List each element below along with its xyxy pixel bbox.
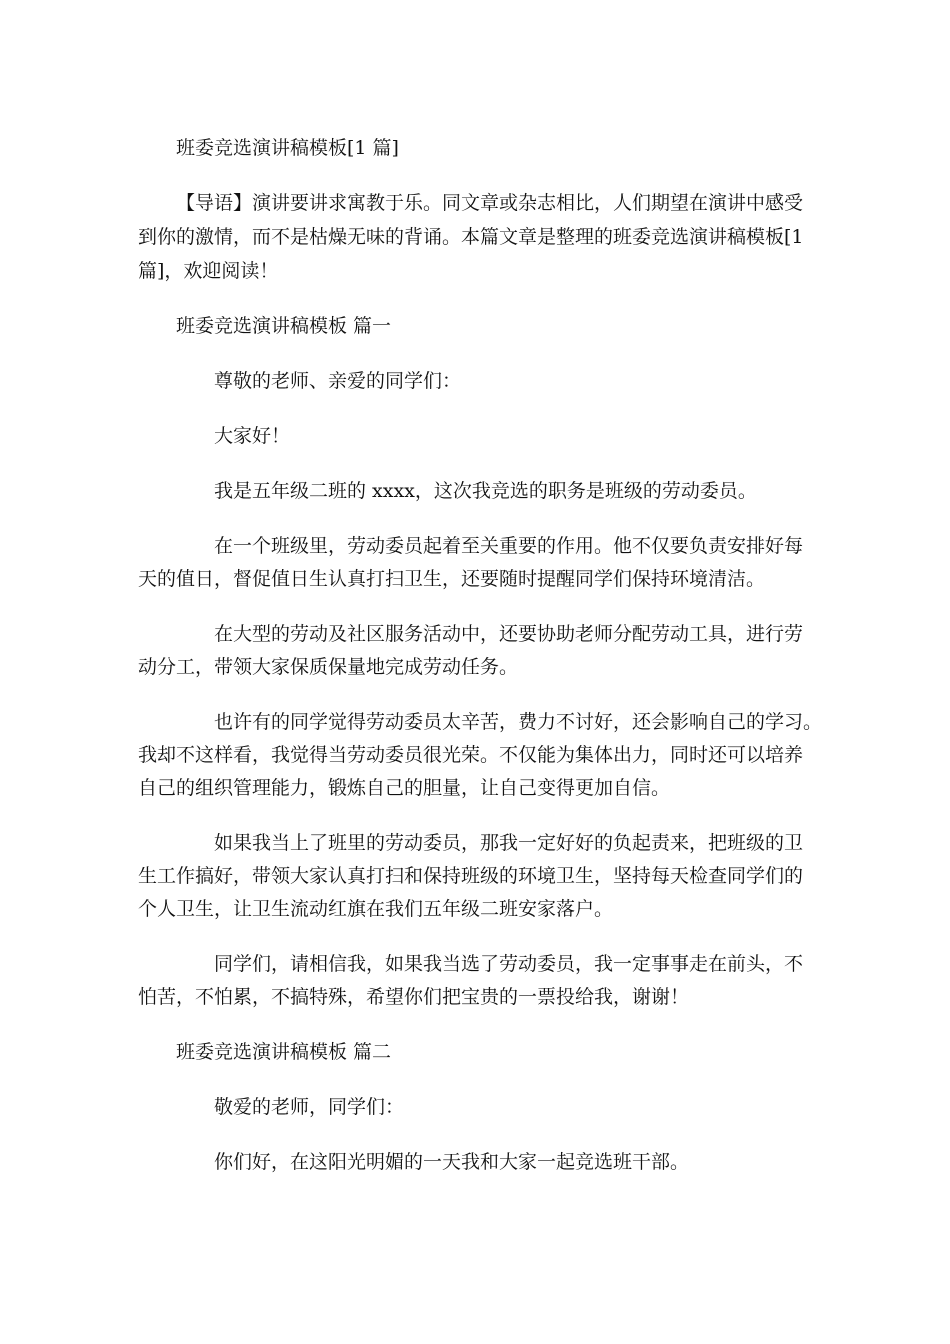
section1-paragraph-4-line-1: 也许有的同学觉得劳动委员太辛苦，费力不讨好，还会影响自己的学习。 <box>214 711 823 733</box>
intro-line-1: 【导语】演讲要讲求寓教于乐。同文章或杂志相比，人们期望在演讲中感受 <box>176 192 804 214</box>
section1-paragraph-1: 我是五年级二班的 xxxx，这次我竞选的职务是班级的劳动委员。 <box>214 480 757 502</box>
section1-paragraph-4-line-2: 我却不这样看，我觉得当劳动委员很光荣。不仅能为集体出力，同时还可以培养 <box>138 744 804 766</box>
section1-paragraph-3-line-1: 在大型的劳动及社区服务活动中，还要协助老师分配劳动工具，进行劳 <box>214 623 804 645</box>
section1-salutation: 尊敬的老师、亲爱的同学们： <box>214 370 462 392</box>
section2-heading: 班委竞选演讲稿模板 篇二 <box>176 1041 392 1063</box>
section1-paragraph-4-line-3: 自己的组织管理能力，锻炼自己的胆量，让自己变得更加自信。 <box>138 777 671 799</box>
section1-paragraph-3-line-2: 动分工，带领大家保质保量地完成劳动任务。 <box>138 656 519 678</box>
section1-paragraph-5-line-2: 生工作搞好，带领大家认真打扫和保持班级的环境卫生，坚持每天检查同学们的 <box>138 865 804 887</box>
section1-paragraph-6-line-1: 同学们，请相信我，如果我当选了劳动委员，我一定事事走在前头，不 <box>214 953 804 975</box>
section1-heading: 班委竞选演讲稿模板 篇一 <box>176 315 392 337</box>
intro-line-2: 到你的激情，而不是枯燥无味的背诵。本篇文章是整理的班委竞选演讲稿模板[1 <box>138 226 804 248</box>
section2-paragraph-1: 你们好，在这阳光明媚的一天我和大家一起竞选班干部。 <box>214 1151 690 1173</box>
intro-line-3: 篇]，欢迎阅读！ <box>138 260 279 282</box>
section1-paragraph-5-line-3: 个人卫生，让卫生流动红旗在我们五年级二班安家落户。 <box>138 898 614 920</box>
section2-salutation: 敬爱的老师，同学们： <box>214 1096 405 1118</box>
section1-greeting: 大家好！ <box>214 425 291 447</box>
section1-paragraph-2-line-1: 在一个班级里，劳动委员起着至关重要的作用。他不仅要负责安排好每 <box>214 535 804 557</box>
section1-paragraph-6-line-2: 怕苦，不怕累，不搞特殊，希望你们把宝贵的一票投给我，谢谢！ <box>138 986 690 1008</box>
section1-paragraph-5-line-1: 如果我当上了班里的劳动委员，那我一定好好的负起责来，把班级的卫 <box>214 832 804 854</box>
section1-paragraph-2-line-2: 天的值日，督促值日生认真打扫卫生，还要随时提醒同学们保持环境清洁。 <box>138 568 766 590</box>
document-title: 班委竞选演讲稿模板[1 篇] <box>176 137 399 159</box>
